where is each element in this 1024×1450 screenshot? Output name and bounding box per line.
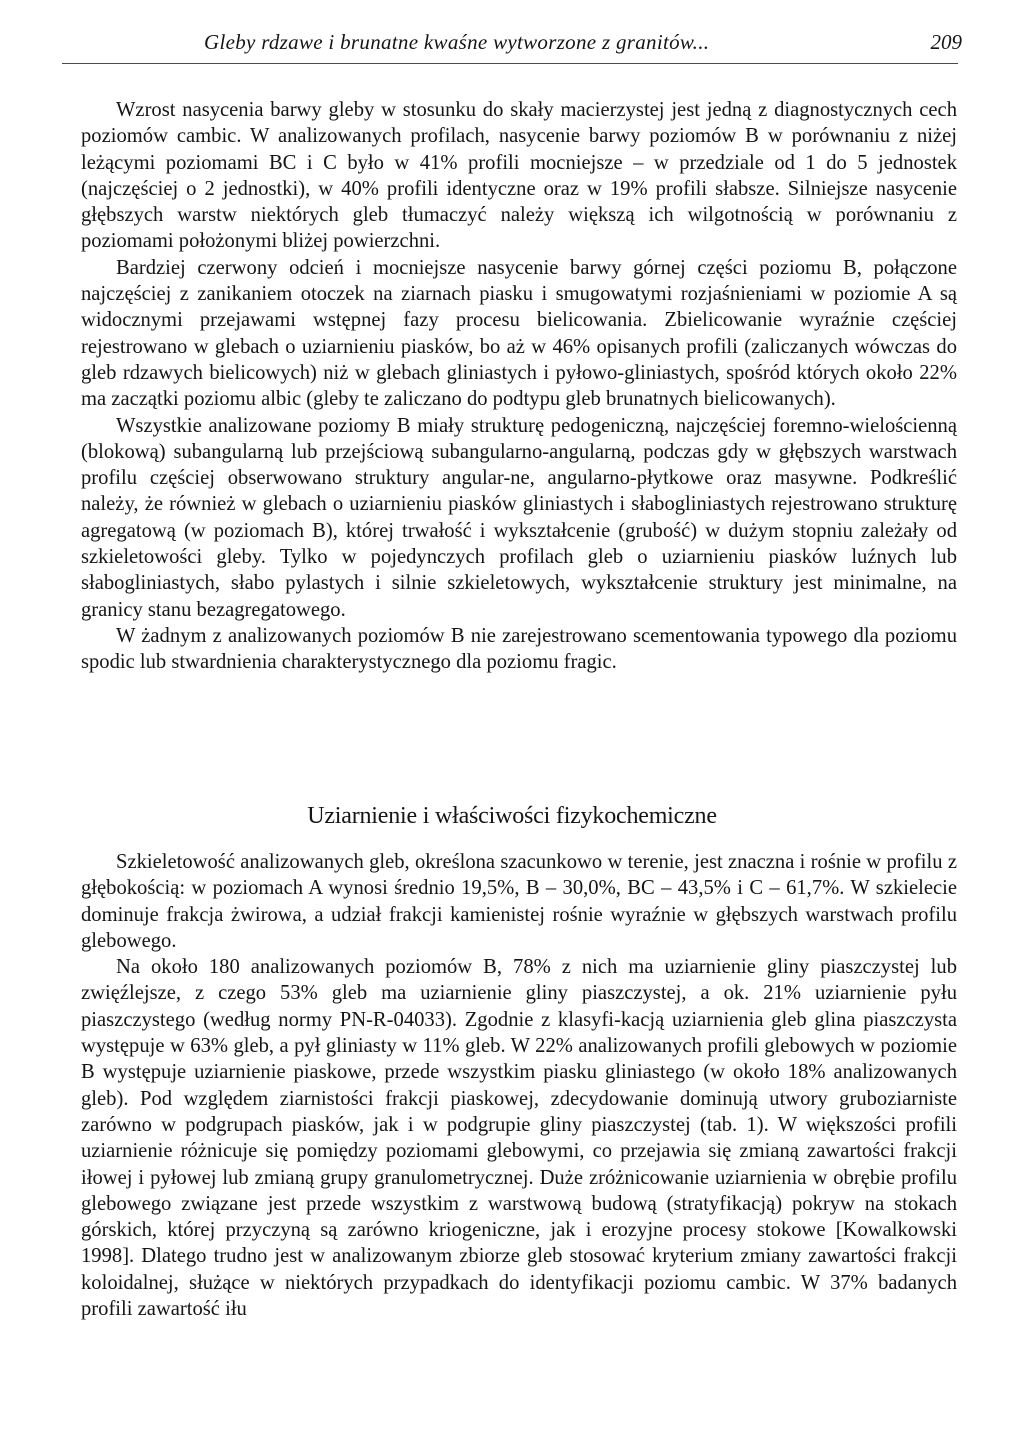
section-body-1 <box>81 97 957 676</box>
header-rule <box>62 63 958 64</box>
paragraph: W żadnym z analizowanych poziomów B nie zarejestrowano scementowania typowego dla poziomu spodic lub stwardnienia charakterystycznego dla poziomu fragic. <box>81 624 957 674</box>
section-body-2 <box>81 849 957 1322</box>
paragraph: Wszystkie analizowane poziomy B miały strukturę pedogeniczną, najczęściej foremno-wielościenną (blokową) subangularną lub przejściową subangularno-angularną, podczas gdy w głębszych warstwach profilu częściej obserwowano struktury angular-ne, angularno-płytkowe oraz masywne. Podkreślić należy, że również w glebach o uziarnieniu piasków gliniastych i słabogliniastych rejestrowano strukturę agregatową (w poziomach B), której trwałość i wykształcenie (grubość) w dużym stopniu zależały od szkieletowości gleby. Tylko w pojedynczych profilach gleb o uziarnieniu piasków luźnych lub słabogliniastych, słabo pylastych i silnie szkieletowych, wykształcenie struktury jest minimalne, na granicy stanu bezagregatowego. <box>81 414 957 621</box>
paragraph: Wzrost nasycenia barwy gleby w stosunku do skały macierzystej jest jedną z diagnostycznych cech poziomów cambic. W analizowanych profilach, nasycenie barwy poziomów B w porównaniu z niżej leżącymi poziomami BC i C było w 41% profili mocniejsze – w przedziale od 1 do 5 jednostek (najczęściej o 2 jednostki), w 40% profili identyczne oraz w 19% profili słabsze. Silniejsze nasycenie głębszych warstw niektórych gleb tłumaczyć należy większą ich wilgotnością w porównaniu z poziomami położonymi bliżej powierzchni. <box>81 99 957 253</box>
paragraph: Szkieletowość analizowanych gleb, określona szacunkowo w terenie, jest znaczna i rośnie w profilu z głębokością: w poziomach A wynosi średnio 19,5%, B – 30,0%, BC – 43,5% i C – 61,7%. W szkielecie dominuje frakcja żwirowa, a udział frakcji kamienistej rośnie wyraźnie w głębszych warstwach profilu glebowego. <box>81 851 957 952</box>
page-number: 209 <box>930 30 962 54</box>
paragraph: Na około 180 analizowanych poziomów B, 78% z nich ma uziarnienie gliny piaszczystej lub zwięźlejsze, z czego 53% gleb ma uziarnienie gliny piaszczystej, a ok. 21% uziarnienie pyłu piaszczystego (według normy PN-R-04033). Zgodnie z klasyfi-kacją uziarnienia gleb glina piaszczysta występuje w 63% gleb, a pył gliniasty w 11% gleb. W 22% analizowanych profili glebowych w poziomie B występuje uziarnienie piaskowe, przede wszystkim piasku gliniastego (w około 18% analizowanych gleb). Pod względem ziarnistości frakcji piaskowej, zdecydowanie dominują utwory gruboziarniste zarówno w podgrupach piasków, jak i w podgrupie gliny piaszczystej (tab. 1). W większości profili uziarnienie różnicuje się pomiędzy poziomami glebowymi, co przejawia się zmianą zawartości frakcji iłowej i pyłowej lub zmianą grupy granulometrycznej. Duże zróżnicowanie uziarnienia w obrębie profilu glebowego związane jest przede wszystkim z warstwową budową (stratyfikacją) pokryw na stokach górskich, której przyczyną są zarówno kriogeniczne, jak i erozyjne procesy stokowe [Kowalkowski 1998]. Dlatego trudno jest w analizowanym zbiorze gleb stosować kryterium zmiany zawartości frakcji koloidalnej, służące w niektórych przypadkach do identyfikacji poziomu cambic. W 37% badanych profili zawartość iłu <box>81 956 957 1321</box>
paragraph: Bardziej czerwony odcień i mocniejsze nasycenie barwy górnej części poziomu B, połączone najczęściej z zanikaniem otoczek na ziarnach piasku i smugowatymi rozjaśnieniami w poziomie A są widocznymi przejawami wstępnej fazy procesu bielicowania. Zbielicowanie wyraźnie częściej rejestrowano w glebach o uziarnieniu piasków, bo aż w 46% opisanych profili (zaliczanych wówczas do gleb rdzawych bielicowych) niż w glebach gliniastych i pyłowo-gliniastych, spośród których około 22% ma zaczątki poziomu albic (gleby te zaliczano do podtypu gleb brunatnych bielicowanych). <box>81 256 957 411</box>
running-title: Gleby rdzawe i brunatne kwaśne wytworzone z granitów... <box>204 30 710 54</box>
running-header <box>62 30 962 60</box>
section-heading: Uziarnienie i właściwości fizykochemiczne <box>307 803 717 829</box>
